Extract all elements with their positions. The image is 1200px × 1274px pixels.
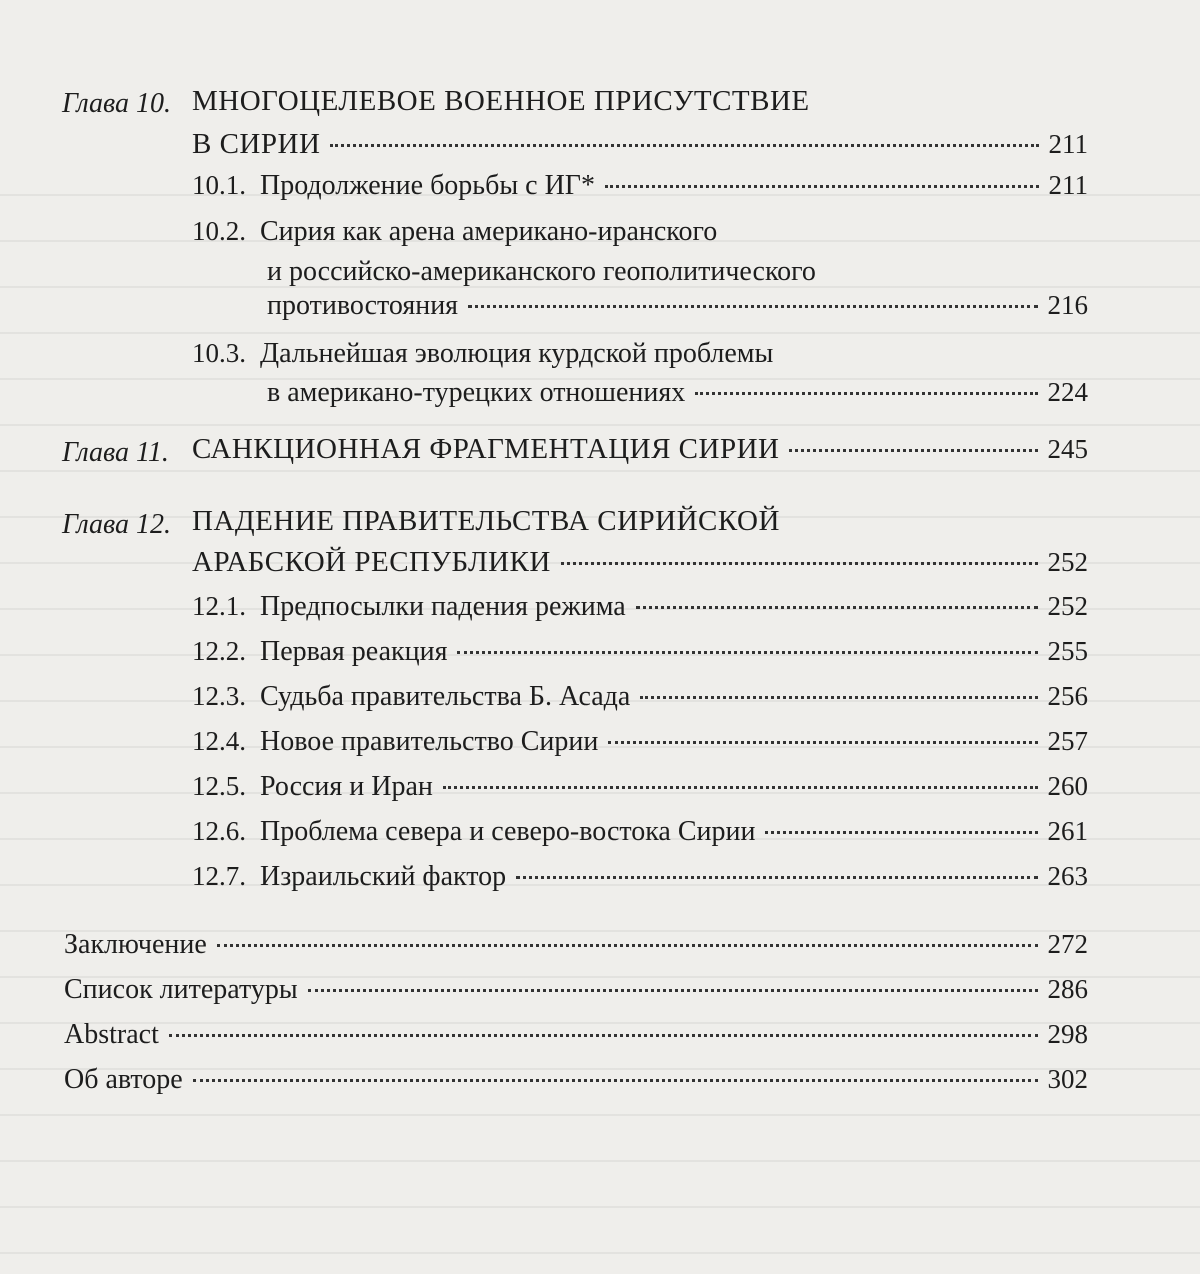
chapter-10-title-line1 — [192, 85, 810, 118]
entry-page: 286 — [1047, 974, 1088, 1004]
section-page: 224 — [1047, 377, 1088, 407]
toc-entry-bibliography — [64, 974, 1088, 1006]
section-title-cont: и российско-американского геополитического — [267, 256, 816, 287]
dot-leader — [640, 696, 1037, 699]
section-page: 256 — [1047, 681, 1088, 711]
section-number: 10.3. — [192, 338, 246, 368]
chapter-12-page: 252 — [1047, 547, 1088, 577]
dot-leader — [330, 144, 1038, 147]
dot-leader — [468, 305, 1037, 308]
section-12-4 — [192, 726, 1088, 758]
section-page: 257 — [1047, 726, 1088, 756]
chapter-12-label: Глава 12. — [62, 509, 171, 540]
section-number: 12.5. — [192, 771, 246, 801]
entry-page: 272 — [1047, 929, 1088, 959]
section-page: 261 — [1047, 816, 1088, 846]
chapter-10-page: 211 — [1048, 129, 1088, 159]
toc-entry-about-author — [64, 1064, 1088, 1096]
section-number: 12.6. — [192, 816, 246, 846]
dot-leader — [193, 1079, 1038, 1082]
section-number: 12.3. — [192, 681, 246, 711]
section-title: Новое правительство Сирии — [260, 726, 599, 757]
dot-leader — [636, 606, 1038, 609]
chapter-10-title-text-2: В СИРИИ — [192, 128, 321, 160]
section-12-6 — [192, 816, 1088, 848]
section-title: Предпосылки падения режима — [260, 591, 626, 622]
section-page: 211 — [1048, 170, 1088, 200]
dot-leader — [608, 741, 1037, 744]
section-number: 10.1. — [192, 170, 246, 200]
section-12-1 — [192, 591, 1088, 623]
section-12-5 — [192, 771, 1088, 803]
dot-leader — [789, 449, 1037, 452]
chapter-11-label: Глава 11. — [62, 437, 169, 468]
dot-leader — [457, 651, 1037, 654]
section-title: Сирия как арена американо-иранского — [260, 216, 718, 247]
section-10-3-line2 — [267, 377, 1088, 409]
chapter-10-title-text-1: МНОГОЦЕЛЕВОЕ ВОЕННОЕ ПРИСУТСТВИЕ — [192, 85, 810, 117]
chapter-12-title-line2 — [192, 546, 1088, 579]
entry-title: Об авторе — [64, 1064, 183, 1095]
dot-leader — [443, 786, 1038, 789]
section-title: Израильский фактор — [260, 861, 507, 892]
section-10-1 — [192, 170, 1088, 202]
dot-leader — [695, 392, 1037, 395]
section-page: 263 — [1047, 861, 1088, 891]
section-page: 252 — [1047, 591, 1088, 621]
dot-leader — [605, 185, 1039, 188]
dot-leader — [217, 944, 1038, 947]
toc-entry-abstract — [64, 1019, 1088, 1051]
section-12-2 — [192, 636, 1088, 668]
chapter-11-title — [192, 433, 1088, 466]
section-10-2-line2 — [267, 256, 816, 288]
chapter-11-title-text: САНКЦИОННАЯ ФРАГМЕНТАЦИЯ СИРИИ — [192, 433, 780, 465]
chapter-12-title-text-2: АРАБСКОЙ РЕСПУБЛИКИ — [192, 546, 551, 578]
section-title-cont: противостояния — [267, 290, 459, 321]
section-number: 12.4. — [192, 726, 246, 756]
dot-leader — [169, 1034, 1038, 1037]
section-title: Судьба правительства Б. Асада — [260, 681, 631, 712]
section-number: 12.1. — [192, 591, 246, 621]
section-page: 260 — [1047, 771, 1088, 801]
dot-leader — [561, 562, 1038, 565]
section-page: 255 — [1047, 636, 1088, 666]
section-title: Россия и Иран — [260, 771, 433, 802]
chapter-12-title-line1 — [192, 505, 780, 538]
section-12-3 — [192, 681, 1088, 713]
section-title: Проблема севера и северо-востока Сирии — [260, 816, 756, 847]
section-title: Дальнейшая эволюция курдской проблемы — [260, 338, 774, 369]
chapter-12-title-text-1: ПАДЕНИЕ ПРАВИТЕЛЬСТВА СИРИЙСКОЙ — [192, 505, 780, 537]
chapter-11-page: 245 — [1047, 434, 1088, 464]
section-title: Продолжение борьбы с ИГ* — [260, 170, 595, 201]
chapter-10-label: Глава 10. — [62, 88, 171, 119]
entry-page: 298 — [1047, 1019, 1088, 1049]
section-10-2-line1 — [192, 216, 717, 248]
toc-entry-conclusion — [64, 929, 1088, 961]
entry-page: 302 — [1047, 1064, 1088, 1094]
entry-title: Заключение — [64, 929, 207, 960]
section-title-cont: в американо-турецких отношениях — [267, 377, 686, 408]
dot-leader — [765, 831, 1037, 834]
chapter-10-title-line2 — [192, 128, 1088, 161]
section-number: 10.2. — [192, 216, 246, 246]
section-12-7 — [192, 861, 1088, 893]
dot-leader — [516, 876, 1037, 879]
section-page: 216 — [1047, 290, 1088, 320]
section-title: Первая реакция — [260, 636, 448, 667]
section-10-3-line1 — [192, 338, 773, 370]
section-10-2-line3 — [267, 290, 1088, 322]
section-number: 12.7. — [192, 861, 246, 891]
entry-title: Abstract — [64, 1019, 159, 1050]
entry-title: Список литературы — [64, 974, 298, 1005]
dot-leader — [308, 989, 1038, 992]
section-number: 12.2. — [192, 636, 246, 666]
